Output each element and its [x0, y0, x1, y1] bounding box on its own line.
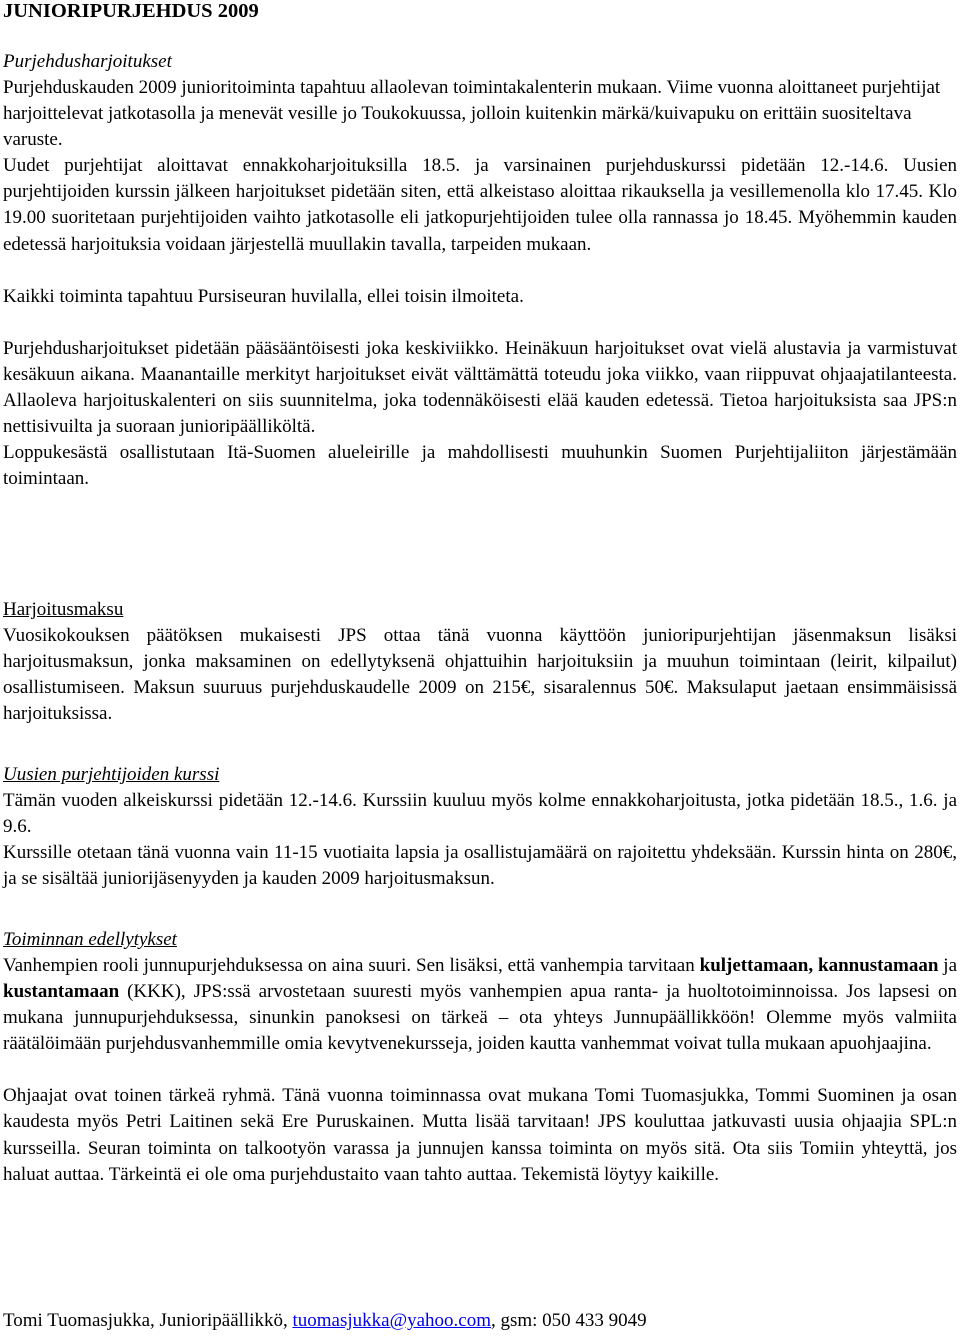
contact-text: Tomi Tuomasjukka, Junioripäällikkö, [3, 1310, 293, 1331]
paragraph: Uudet purjehtijat aloittavat ennakkoharjoituksilla 18.5. ja varsinainen purjehduskurssi pidetään 12.-14.6. Uusien purjehtijoiden kurssin jälkeen harjoitukset pidetään siten, että alkeistaso aloittaa rikauksella ja vesillemenolla klo 17.45. Klo 19.00 suoritetaan purjehtijoiden vaihto jatkotasolle eli jatkopurjehtijoiden tulee olla rannassa jo 18.45. Myöhemmin kauden edetessä harjoituksia voidaan järjestellä muullakin tavalla, tarpeiden mukaan. [3, 155, 957, 255]
paragraph: Purjehdusharjoitukset pidetään pääsääntöisesti joka keskiviikko. Heinäkuun harjoitukset ovat vielä alustavia ja varmistuvat kesäkuun aikana. Maanantaille merkityt harjoitukset eivät välttämättä toteudu joka viikko, vaan riippuvat ohjaajatilanteesta. Allaoleva harjoituskalenteri on siis suunnitelma, joka todennäköisesti elää kauden edetessä. Tietoa harjoituksista saa JPS:n nettisivuilta ja suoraan junioripäälliköltä. [3, 337, 957, 438]
document-title: JUNIORIPURJEHDUS 2009 [3, 0, 259, 22]
text: ja [938, 955, 958, 976]
bold-text: kuljettamaan, kannustamaan [699, 955, 939, 976]
text: Vanhempien rooli junnupurjehduksessa on aina suuri. Sen lisäksi, että vanhempia tarvitaan [3, 955, 700, 976]
section-heading: Toiminnan edellytykset [3, 929, 177, 950]
paragraph: Tämän vuoden alkeiskurssi pidetään 12.-14.6. Kurssiin kuuluu myös kolme ennakkoharjoitusta, jotka pidetään 18.5., 1.6. ja 9.6. [3, 790, 957, 838]
paragraph: Ohjaajat ovat toinen tärkeä ryhmä. Tänä vuonna toiminnassa ovat mukana Tomi Tuomasjukka, Tommi Suominen ja osan kaudesta myös Petri Laitinen sekä Ere Puruskainen. Mutta lisää tarvitaan! JPS kouluttaa jatkuvasti uusia ohjaajia SPL:n kursseilla. Seuran toiminta on talkootyön varassa ja junnujen kanssa toiminta on myös sitä. Ota siis Tomiin yhteyttä, jos haluat auttaa. Tärkeintä ei ole oma purjehdustaito vaan tahto auttaa. Tekemistä löytyy kaikille. [3, 1085, 957, 1185]
section-purjehdusharjoitukset [3, 49, 957, 492]
paragraph [3, 953, 957, 1057]
section-uusien-purjehtijoiden-kurssi [3, 762, 957, 892]
footer-contact [3, 1308, 957, 1334]
section-heading: Uusien purjehtijoiden kurssi [3, 764, 220, 785]
text: (KKK), JPS:ssä arvostetaan suuresti myös vanhempien apua ranta- ja huoltotoiminnoissa. Jos lapsesi on mukana junnupurjehduksessa, sinunkin panoksesi on tärkeä – ota yhteys Junnupäällikköön! Olemme myös valmiita räätälöimään purjehdusvanhemmille omia kevytvenekursseja, joiden kautta vanhemmat voivat tulla mukaan apuohjaajina. [3, 981, 957, 1055]
section-heading: Purjehdusharjoitukset [3, 51, 172, 72]
paragraph: Vuosikokouksen päätöksen mukaisesti JPS ottaa tänä vuonna käyttöön junioripurjehtijan jäsenmaksun lisäksi harjoitusmaksun, jonka maksaminen on edellytyksenä ohjattuihin harjoituksiin ja muuhun toimintaan (leirit, kilpailut) osallistumiseen. Maksun suuruus purjehduskaudelle 2009 on 215€, sisaralennus 50€. Maksulaput jaetaan ensimmäisissä harjoituksissa. [3, 625, 957, 725]
section-toiminnan-edellytykset [3, 927, 957, 1188]
paragraph: Kurssille otetaan tänä vuonna vain 11-15 vuotiaita lapsia ja osallistujamäärä on rajoitettu yhdeksään. Kurssin hinta on 280€, ja se sisältää juniorijäsenyyden ja kauden 2009 harjoitusmaksun. [3, 842, 957, 890]
section-harjoitusmaksu [3, 597, 957, 727]
email-link[interactable]: tuomasjukka@yahoo.com [292, 1310, 491, 1331]
contact-line [3, 1308, 957, 1334]
paragraph: Loppukesästä osallistutaan Itä-Suomen alueleirille ja mahdollisesti muuhunkin Suomen Purjehtijaliiton järjestämään toimintaan. [3, 442, 957, 490]
contact-text: , gsm: 050 433 9049 [490, 1310, 647, 1331]
section-heading: Harjoitusmaksu [3, 599, 124, 620]
paragraph: Kaikki toiminta tapahtuu Pursiseuran huvilalla, ellei toisin ilmoiteta. [3, 285, 524, 307]
paragraph: Purjehduskauden 2009 junioritoiminta tapahtuu allaolevan toimintakalenterin mukaan. Viime vuonna aloittaneet purjehtijat harjoittelevat jatkotasolla ja menevät vesille jo Toukokuussa, jolloin kuitenkin märkä/kuivapuku on erittäin suositeltava varuste. [3, 77, 941, 151]
bold-text: kustantamaan [3, 981, 120, 1003]
